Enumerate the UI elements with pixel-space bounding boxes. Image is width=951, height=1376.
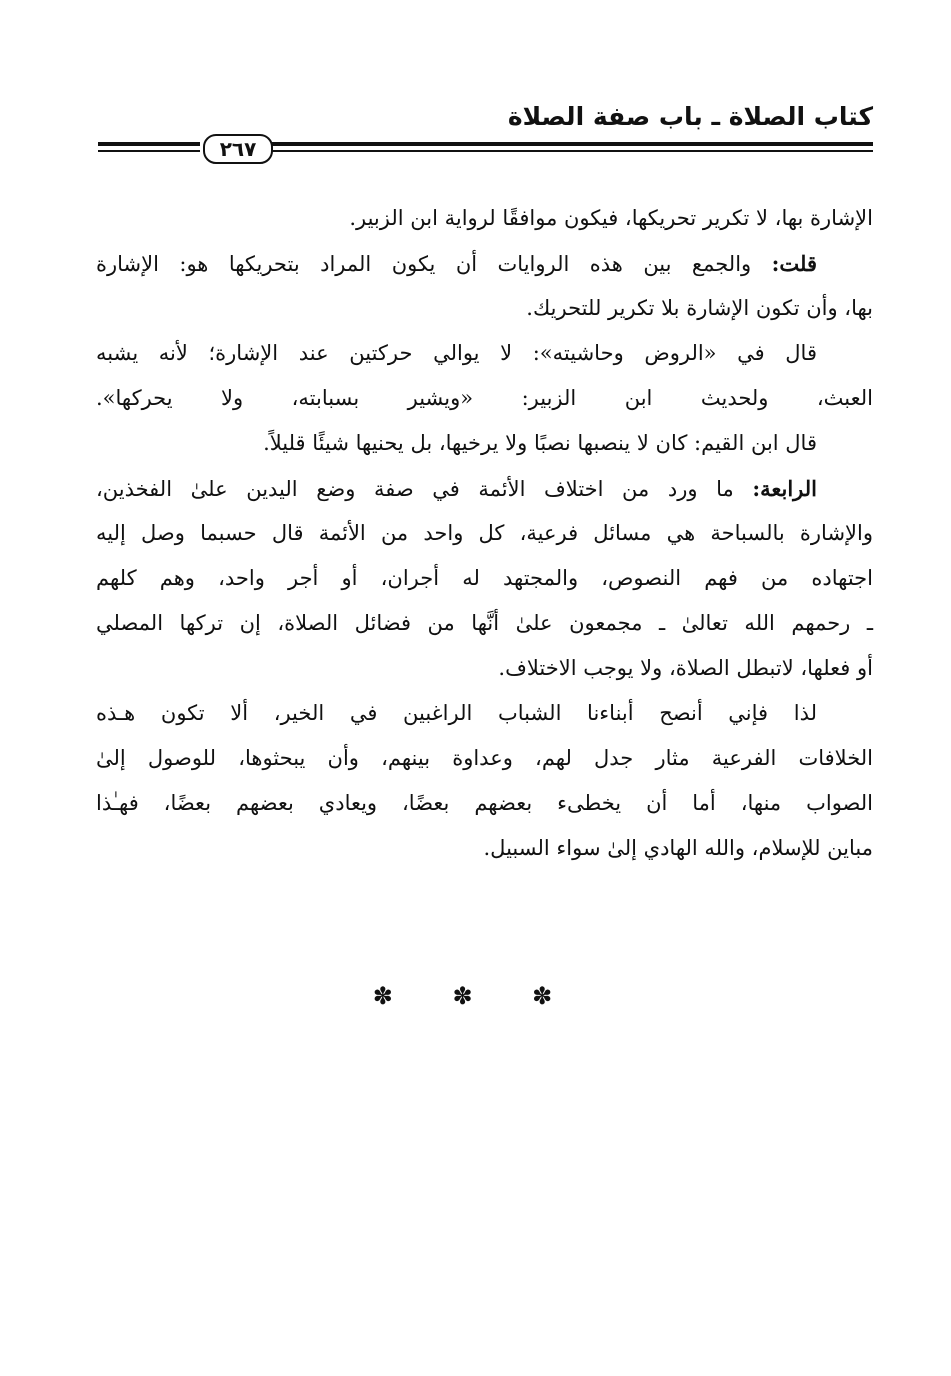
text-line xyxy=(96,241,873,286)
text-line: قال في «الروض وحاشيته»: لا يوالي حركتين عند الإشارة؛ لأنه يشبه xyxy=(96,341,817,365)
text-line: العبث، ولحديث ابن الزبير: «ويشير بسبابته، ولا يحركها». xyxy=(96,386,873,410)
text-line: ـ رحمهم الله تعالىٰ ـ مجمعون علىٰ أنَّها من فضائل الصلاة، إن تركها المصلي xyxy=(96,611,873,635)
text-line: مباين للإسلام، والله الهادي إلىٰ سواء السبيل. xyxy=(483,836,873,860)
text-line xyxy=(96,466,873,511)
text-line: بها، وأن تكون الإشارة بلا تكرير للتحريك. xyxy=(526,296,873,320)
text-line: الصواب منها، أما أن يخطىء بعضهم بعضًا، ويعادي بعضهم بعضًا، فهـٰذا xyxy=(96,791,873,815)
text-line: أو فعلها، لاتبطل الصلاة، ولا يوجب الاختلاف. xyxy=(498,656,873,680)
section-separator-stars: ✽ ✽ ✽ xyxy=(372,982,579,1010)
header-rule-right-thick xyxy=(272,142,873,146)
keyword-rabia: الرابعة: xyxy=(752,476,817,501)
body-text xyxy=(96,196,873,871)
page-number: ٢٦٧ xyxy=(203,134,273,164)
header-rule-left-thick xyxy=(98,142,200,146)
text-line: لذا فإني أنصح أبناءنا الشباب الراغبين في الخير، ألا تكون هـذه xyxy=(96,701,817,725)
text-line: والإشارة بالسباحة هي مسائل فرعية، كل واحد من الأئمة قال حسبما وصل إليه xyxy=(96,521,873,545)
text-line: اجتهاده من فهم النصوص، والمجتهد له أجران، أو أجر واحد، وهم كلهم xyxy=(96,566,873,590)
keyword-qult: قلت: xyxy=(771,251,817,276)
header-rule-right-thin xyxy=(272,150,873,152)
text-span: ما ورد من اختلاف الأئمة في صفة وضع اليدين علىٰ الفخذين، xyxy=(96,477,734,501)
text-line: الإشارة بها، لا تكرير تحريكها، فيكون موافقًا لرواية ابن الزبير. xyxy=(349,206,873,230)
header-rule-left-thin xyxy=(98,150,200,152)
running-header-title: كتاب الصلاة ـ باب صفة الصلاة xyxy=(507,102,873,131)
text-span: والجمع بين هذه الروايات أن يكون المراد بتحريكها هو: الإشارة xyxy=(96,252,752,276)
text-line: قال ابن القيم: كان لا ينصبها نصبًا ولا يرخيها، بل يحنيها شيئًا قليلاً. xyxy=(263,431,817,455)
text-line: الخلافات الفرعية مثار جدل لهم، وعداوة بينهم، وأن يبحثوها، للوصول إلىٰ xyxy=(96,746,873,770)
